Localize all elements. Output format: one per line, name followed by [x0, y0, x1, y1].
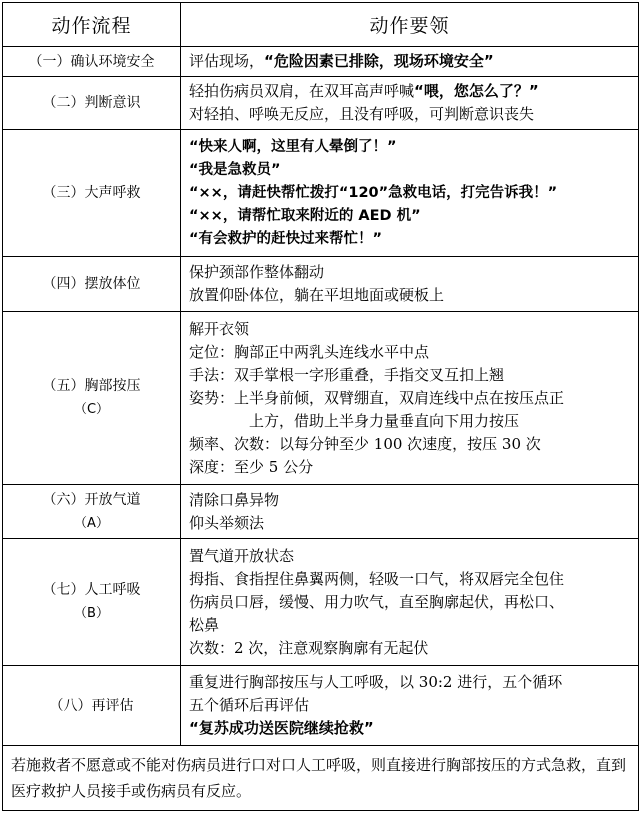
- desc-line: 清除口鼻异物: [189, 490, 280, 509]
- cpr-procedure-document: [2, 2, 639, 811]
- desc-line: 放置仰卧体位，躺在平坦地面或硬板上: [189, 286, 445, 304]
- desc-line: 频率、次数：以每分钟至少 100 次速度，按压 30 次: [189, 434, 541, 453]
- desc-line: 姿势：上半身前倾，双臂绷直，双肩连线中点在按压点正: [189, 388, 565, 407]
- table-row: [3, 130, 639, 257]
- footnote: 若施救者不愿意或不能对伤病员进行口对口人工呼吸，则直接进行胸部按压的方式急救，直到医疗救护人员接手或伤病员有反应。: [3, 746, 639, 811]
- desc-line: 上方，借助上半身力量垂直向下用力按压: [249, 411, 520, 430]
- step-description: [181, 130, 639, 257]
- header-step: 动作流程: [3, 3, 181, 47]
- step-label: （四）摆放体位: [3, 257, 181, 312]
- step-label: （八）再评估: [3, 666, 181, 746]
- desc-line: 重复进行胸部按压与人工呼吸，以 30:2 进行，五个循环: [189, 673, 563, 691]
- desc-bold-line: “复苏成功送医院继续抢救”: [189, 719, 374, 737]
- step-sub-label: （B）: [74, 606, 109, 621]
- note-row: [3, 746, 639, 811]
- desc-line: 手法：双手掌根一字形重叠，手指交叉互扣上翘: [189, 365, 505, 384]
- step-description: [181, 485, 639, 539]
- desc-line: 拇指、食指捏住鼻翼两侧，轻吸一口气，将双唇完全包住: [189, 569, 565, 588]
- step-description: [181, 77, 639, 130]
- step-label: （七）人工呼吸: [42, 582, 141, 598]
- step-label-cell: [3, 539, 181, 666]
- table-row: [3, 77, 639, 130]
- desc-bold-text: “危险因素已排除，现场环境安全”: [264, 52, 494, 70]
- desc-bold-text: “喂，您怎么了？”: [414, 82, 539, 100]
- step-label: （一）确认环境安全: [3, 47, 181, 77]
- desc-line: 深度：至少 5 公分: [189, 457, 314, 476]
- desc-line: “××，请帮忙取来附近的 AED 机”: [189, 207, 421, 224]
- step-description: [181, 539, 639, 666]
- step-label: （六）开放气道: [42, 491, 141, 508]
- table-row: [3, 539, 639, 666]
- step-label: （三）大声呼救: [3, 130, 181, 257]
- desc-line: 定位：胸部正中两乳头连线水平中点: [189, 342, 430, 361]
- desc-line: “有会救护的赶快过来帮忙！”: [189, 230, 383, 247]
- desc-line: 解开衣领: [189, 319, 250, 338]
- step-label-cell: [3, 485, 181, 539]
- cpr-steps-table: [2, 2, 639, 811]
- step-description: [181, 666, 639, 746]
- step-description: [181, 257, 639, 312]
- step-label: （二）判断意识: [3, 77, 181, 130]
- step-label: （五）胸部按压: [42, 378, 141, 394]
- desc-text: 轻拍伤病员双肩，在双耳高声呼喊: [189, 82, 415, 100]
- table-row: [3, 485, 639, 539]
- table-row: [3, 47, 639, 77]
- step-description: [181, 312, 639, 485]
- desc-text: 评估现场，: [189, 52, 265, 70]
- desc-line: 伤病员口唇，缓慢、用力吹气，直至胸廓起伏，再松口、: [189, 592, 565, 611]
- table-row: [3, 257, 639, 312]
- desc-line: 松鼻: [189, 615, 220, 634]
- desc-line: 五个循环后再评估: [189, 696, 310, 714]
- desc-line: 次数：2 次，注意观察胸廓有无起伏: [189, 638, 429, 657]
- step-label-cell: [3, 312, 181, 485]
- desc-line: 仰头举颏法: [189, 513, 265, 532]
- desc-line: “我是急救员”: [189, 161, 281, 178]
- desc-line: “快来人啊，这里有人晕倒了！”: [189, 138, 397, 155]
- table-header-row: [3, 3, 639, 47]
- header-essentials: 动作要领: [181, 3, 639, 47]
- step-sub-label: （A）: [74, 515, 109, 531]
- step-description: [181, 47, 639, 77]
- table-row: [3, 312, 639, 485]
- desc-line: 置气道开放状态: [189, 546, 295, 565]
- step-sub-label: （C）: [73, 402, 110, 417]
- desc-line: 保护颈部作整体翻动: [189, 263, 325, 281]
- table-row: [3, 666, 639, 746]
- desc-line: 对轻拍、呼唤无反应，且没有呼吸，可判断意识丧失: [189, 105, 535, 123]
- desc-line: “××，请赶快帮忙拨打“120”急救电话，打完告诉我！”: [189, 184, 558, 201]
